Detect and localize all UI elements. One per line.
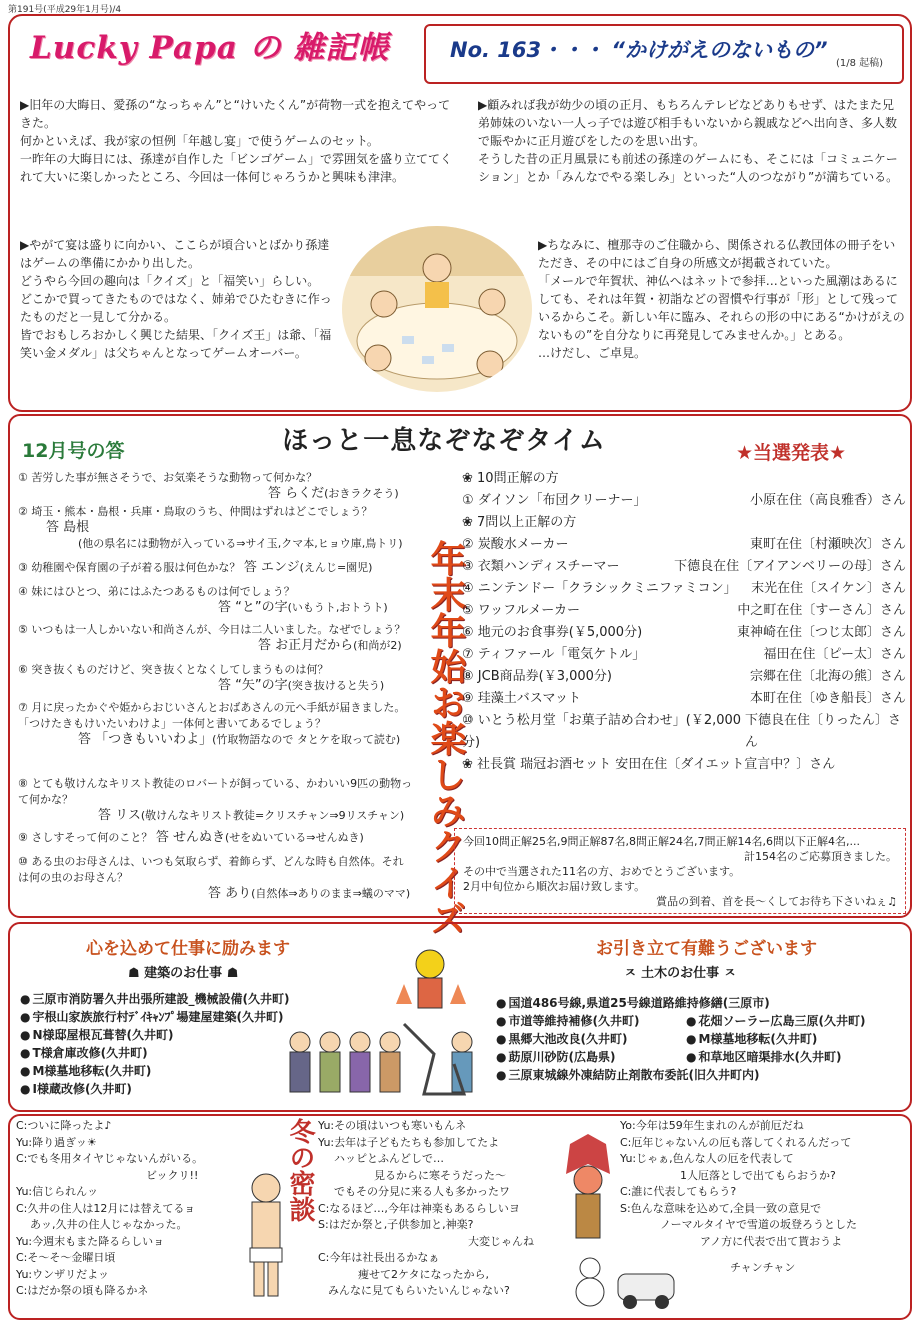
column-right-bottom [538, 236, 906, 362]
answer-note: (せをぬいている⇒せんぬき) [225, 831, 364, 844]
summary-line: 今回10問正解25名,9問正解87名,8問正解24名,7問正解14名,6問以下正解4名,... [463, 835, 860, 848]
list-item: ● M様墓地移転(久井町) [20, 1062, 360, 1080]
chat-line: Yu:じゃぁ,色んな人の厄を代表して [620, 1152, 794, 1165]
chat-line: C:厄年じゃないんの厄も落してくれるんだって [620, 1135, 852, 1149]
column-title: No. 163・・・ “かけがえのないもの” [450, 38, 828, 62]
answer: 答 “と”の字 [218, 600, 288, 615]
list-item: ● 和草地区暗渠排水(久井町) [686, 1048, 906, 1066]
question: ⑩ ある虫のお母さんは、いつも気取らず、着飾らず、どんな時も自然体。それは何の虫のお母さん？ [18, 855, 404, 884]
winner: 東神崎在住〔つじ太郎〕さん [736, 625, 906, 640]
chat-line: ハッピとふんどしで… [334, 1152, 444, 1165]
prize: ① ダイソン「布団クリーナー」 [462, 493, 647, 508]
paragraph: …けだし、ご卓見。 [538, 346, 647, 360]
question: ⑨ さしすそって何のこと？ [18, 831, 153, 844]
chat-line: ノーマルタイヤで雪道の坂登ろうとした [660, 1218, 858, 1231]
column-date-note: (1/8 起稿) [836, 58, 884, 69]
chat-line: あッ,久井の住人じゃなかった。 [30, 1218, 188, 1231]
qa-item [18, 854, 414, 902]
chat-line: でもその分見に来る人も多かったワ [334, 1185, 510, 1198]
qa-item [18, 622, 414, 662]
issue-line: 第191号(平成29年1月号)/4 [8, 5, 122, 15]
chat-line: C:今年は社長出るかなぁ [318, 1251, 440, 1264]
question: ⑧ とても敬けんなキリスト教徒のロバートが飼っている、かわいい9匹の動物って何かな？ [18, 777, 413, 806]
prize: ④ ニンテンドー「クラシックミニファミコン」 [462, 581, 737, 596]
list-item: ● 宇根山家族旅行村ﾃﾞｲｷｬﾝﾌﾟ場建屋建築(久井町) [20, 1008, 360, 1026]
list-item: ● T様倉庫改修(久井町) [20, 1044, 360, 1062]
list-item: ● 黒郷大池改良(久井町) [496, 1030, 796, 1048]
chat-line: アノ方に代表で出て貰おうよ [700, 1234, 843, 1248]
chat-line: S:はだか祭と,子供参加と,神楽? [318, 1218, 474, 1231]
paragraph: 一昨年の大晦日には、孫達が自作した「ビンゴゲーム」で雰囲気を盛り立ててくれて大いに楽しかったところ、今回は一体何じゃろうかと興味も津津。 [20, 152, 453, 184]
chat-line: 見るからに寒そうだった～ [374, 1168, 506, 1182]
winner-row [462, 578, 906, 600]
winner: 下德良在住〔りったん〕さん [745, 713, 902, 750]
answer-note: (自然体⇒ありのまま⇒蟻のママ) [251, 887, 411, 900]
winner: 福田在住〔ピー太〕さん [763, 647, 906, 662]
summary-line: 賞品の到着、首を長～くしてお待ち下さいねぇ♫ [656, 895, 897, 908]
list-item: ● 市道等維持補修(久井町) [496, 1012, 796, 1030]
answer-note: (突き抜けると失う) [287, 679, 385, 692]
answer: 答 “矢”の字 [218, 678, 288, 693]
list-item: ● 花畑ソーラー広島三原(久井町) [686, 1012, 906, 1030]
winner-row [462, 666, 906, 688]
list-item: ● I様蔵改修(久井町) [20, 1080, 360, 1098]
qa-item [18, 504, 414, 560]
answer-note: (いもうト,おトうト) [287, 601, 388, 614]
prize: ⑦ ティファール「電気ケトル」 [462, 647, 646, 662]
prize: ⑤ ワッフルメーカー [462, 603, 580, 618]
question: ① 苦労した事が無さそうで、お気楽そうな動物って何かな？ [18, 471, 318, 484]
answer: 答 あり [208, 886, 252, 901]
answer: 答 エンジ [243, 560, 300, 575]
qa-item [18, 776, 414, 830]
qa-item [18, 560, 414, 584]
question: ⑦ 月に戻ったかぐや姫からおじいさんとおばあさんの元へ手紙が届きました。「つけたきもけいたいわけよ」一体何と書いてあるでしょう？ [18, 701, 406, 730]
prize: ⑨ 珪藻土バスマット [462, 691, 582, 706]
winner: 小原在住（高良雅香）さん [749, 493, 906, 508]
winner-row [462, 644, 906, 666]
list-item: ● 三原東城線外凍結防止剤散布委託(旧久井町内) [496, 1066, 796, 1084]
workers-illustration [284, 944, 484, 1104]
question: ② 埼玉・熊本・島根・兵庫・鳥取のうち、仲間はずれはどこでしょう？ [18, 505, 373, 518]
paragraph: 皆でおもしろおかしく興じた結果、「クイズ王」は爺、「福笑い金メダル」は父ちゃんとなってゲームオーバー。 [20, 328, 332, 360]
winners-title: ★当選発表★ [736, 442, 847, 464]
chat-line: C:誰に代表してもらう? [620, 1185, 737, 1198]
paragraph: ▶顧みれば我が幼少の頃の正月、もちろんテレビなどありもせず、はたまた兄弟姉妹のいない一人っ子では遊び相手もいないから親戚などへ出向き、多人数で賑やかに正月遊びをしたのを思い出す。 [478, 98, 898, 148]
answer-note: (他の県名には動物が入っている⇒サイ玉,クマ本,ヒョウ庫,鳥トリ) [78, 537, 403, 550]
chat-line: C:でも冬用タイヤじゃないんがいる。 [16, 1152, 204, 1165]
column-left-bottom [20, 236, 336, 362]
chat-line: C:久井の住人は12月には替えてるョ [16, 1201, 196, 1215]
winner-row [462, 490, 906, 512]
answer-note: (おきラクそう) [324, 487, 399, 500]
group-label: ❀ 7問以上正解の方 [462, 515, 577, 530]
snowman-car-illustration [570, 1248, 680, 1312]
prize: ② 炭酸水メーカー [462, 537, 569, 552]
answer: 答 お正月だから [258, 638, 354, 653]
list-item: ● 莇原川砂防(広島県) [496, 1048, 796, 1066]
chat-line: C:ついに降ったよ♪ [16, 1119, 112, 1132]
paragraph: ▶旧年の大晦日、愛孫の“なっちゃん”と“けいたくん”が荷物一式を抱えてやってきた。 [20, 98, 451, 130]
answer-note: (竹取物語なので タとケを取って読む) [212, 733, 401, 746]
chat-line: C:はだか祭の頃も降るかネ [16, 1284, 149, 1297]
paragraph: 「メールで年賀状、神仏へはネットで参拝…といった風潮はあるにしても、それは年賀・初詣などの習慣や行事が「形」として残っているからこそ。新しい年に臨み、それらの形の中にある“かけがえのないもの”を自分なりに再発見してみませんか。」とある。 [538, 274, 905, 342]
answer-note: (敬けんなキリスト教徒=クリスチャン⇒9リスチャン) [140, 809, 405, 822]
chat-line: Yu:今週末もまた降るらしいョ [16, 1234, 165, 1248]
qa-item [18, 830, 414, 854]
qa-item [18, 700, 414, 776]
answer: 答 らくだ [268, 486, 325, 501]
chat-line: 大変じゃんね [468, 1234, 534, 1248]
answers-list [18, 470, 414, 902]
chat-line: Yu:信じられんッ [16, 1185, 99, 1198]
question: ⑤ いつもは一人しかいない和尚さんが、今日は二人いました。なぜでしょう？ [18, 623, 406, 636]
winner: 末光在住〔スイケン〕さん [751, 581, 906, 596]
summary-line: 2月中旬位から順次お届け致します。 [463, 880, 646, 893]
paragraph: どうやら今回の趣向は「クイズ」と「福笑い」らしい。 [20, 274, 320, 288]
chat-line: C:なるほど…,今年は神楽もあるらしいヨ [318, 1201, 520, 1215]
qa-item [18, 470, 414, 504]
winner-row [462, 710, 906, 754]
prize: ⑧ JCB商品券(￥3,000分) [462, 669, 612, 684]
chat-line: 1人厄落としで出てもらおうか? [680, 1168, 836, 1182]
winner-row [462, 688, 906, 710]
chat-line: C:そ～そ～金曜日頃 [16, 1251, 116, 1264]
column-left-top [20, 96, 460, 186]
question: ④ 妹にはひとつ、弟にはふたつあるものは何でしょう？ [18, 585, 295, 598]
winner: 東町在住〔村瀬映次〕さん [749, 537, 906, 552]
paragraph: 何かといえば、我が家の恒例「年越し宴」で使うゲームのセット。 [20, 134, 379, 148]
paragraph: そうした昔の正月風景にも前述の孫達のゲームにも、そこには「コミュニケーション」とか「みんなでやる楽しみ」といった“人のつながり”が満ちている。 [478, 152, 899, 184]
civil-subtitle: ㅈ 土木のお仕事 ㅈ [624, 966, 737, 981]
winner-row [462, 600, 906, 622]
winner-row [462, 534, 906, 556]
chat-line: Yo:今年は59年生まれのんが前厄だね [620, 1119, 804, 1132]
chat-line: Yu:降り過ぎッ☀ [16, 1135, 97, 1149]
column-logo: Lucky Papa の 雑記帳 [30, 30, 390, 66]
winner-row [462, 556, 906, 578]
question: ③ 幼稚園や保育園の子が着る服は何色かな？ [18, 561, 241, 574]
civil-works-list-2 [686, 1012, 906, 1066]
question: ⑥ 突き抜くものだけど、突き抜くとなくしてしまうものは何？ [18, 663, 329, 676]
paragraph: ▶やがて宴は盛りに向かい、ここらが頃合いとばかり孫達はゲームの準備にかかり出した。 [20, 238, 330, 270]
paragraph: ▶ちなみに、檀那寺のご住職から、関係される仏教団体の冊子をいただき、その中にはご自身の所感文が掲載されていた。 [538, 238, 896, 270]
quiz-title: ほっと一息なぞなぞタイム [262, 420, 626, 462]
group-label: ❀ 10問正解の方 [462, 471, 559, 486]
chat-column-1 [16, 1118, 242, 1300]
prize: ⑥ 地元のお食事券(￥5,000分) [462, 625, 643, 640]
winner: 下德良在住〔アイアンベリーの母〕さん [674, 559, 906, 574]
chat-line: Yu:去年は子どもたちも参加してたよ [318, 1135, 500, 1149]
paragraph: どこかで買ってきたものではなく、姉弟でひたむきに作ったものだと一見して分かる。 [20, 292, 332, 324]
prize: ⑩ いとう松月堂「お菓子詰め合わせ」(￥2,000分) [462, 713, 742, 750]
winner: 宗郷在住〔北海の熊〕さん [749, 669, 906, 684]
answer: 答 リス [98, 808, 141, 823]
group-label: ❀ 社長賞 瑞冠お酒セット 安田在住〔ダイエット宣言中？〕さん [462, 757, 836, 772]
chat-line: Yu:ウンザリだよッ [16, 1267, 110, 1281]
chat-line: ビックリ!! [146, 1168, 199, 1182]
chat-line: チャンチャン [730, 1261, 796, 1274]
list-item: ● 三原市消防署久井出張所建設_機械設備(久井町) [20, 990, 360, 1008]
answer: 答 島根 [46, 520, 90, 535]
list-item: ● 国道486号線,県道25号線道路維持修繕(三原市) [496, 994, 796, 1012]
chat-line: S:色んな意味を込めて,全員一致の意見で [620, 1201, 822, 1215]
list-item: ● N様邸屋根瓦葺替(久井町) [20, 1026, 360, 1044]
answers-title: 12月号の答 [22, 440, 125, 462]
answer: 答 せんぬき [155, 830, 225, 845]
winner-row [462, 622, 906, 644]
chat-line: 痩せて2ケタになったから, [358, 1267, 489, 1281]
answer-note: (えんじ=園児) [299, 561, 373, 574]
works-left-title: 心を込めて仕事に励みます [86, 939, 290, 959]
ogre-illustration [560, 1134, 616, 1244]
chat-title: 冬の密談 [285, 1118, 315, 1222]
answer-note: (和尚が2) [353, 639, 402, 652]
winners-list [462, 468, 906, 776]
chat-line: Yu:その頃はいつも寒いもんネ [318, 1119, 467, 1132]
prize: ③ 衣類ハンディスチーマー [462, 559, 620, 574]
winner: 本町在住〔ゆき船長〕さん [749, 691, 906, 706]
building-subtitle: ☗ 建築のお仕事 ☗ [128, 966, 239, 981]
chat-line: みんなに見てもらいたいんじゃない? [328, 1284, 510, 1297]
list-item: ● M様墓地移転(久井町) [686, 1030, 906, 1048]
summary-line: その中で当選された11名の方、おめでとうございます。 [463, 865, 741, 878]
vertical-quiz-title: 年末年始お楽しみクイズ [425, 540, 466, 936]
summary-line: 計154名のご応募頂きました。 [744, 850, 897, 863]
qa-item [18, 662, 414, 700]
column-right-top [478, 96, 904, 186]
winner: 中之町在住〔すーさん〕さん [737, 603, 906, 618]
answer: 答 「つきもいいわよ」 [78, 732, 213, 747]
summary-box [454, 828, 906, 914]
works-right-title: お引き立て有難うございます [596, 939, 817, 959]
festival-man-illustration [228, 1168, 304, 1300]
family-game-illustration [342, 226, 532, 392]
qa-item [18, 584, 414, 622]
